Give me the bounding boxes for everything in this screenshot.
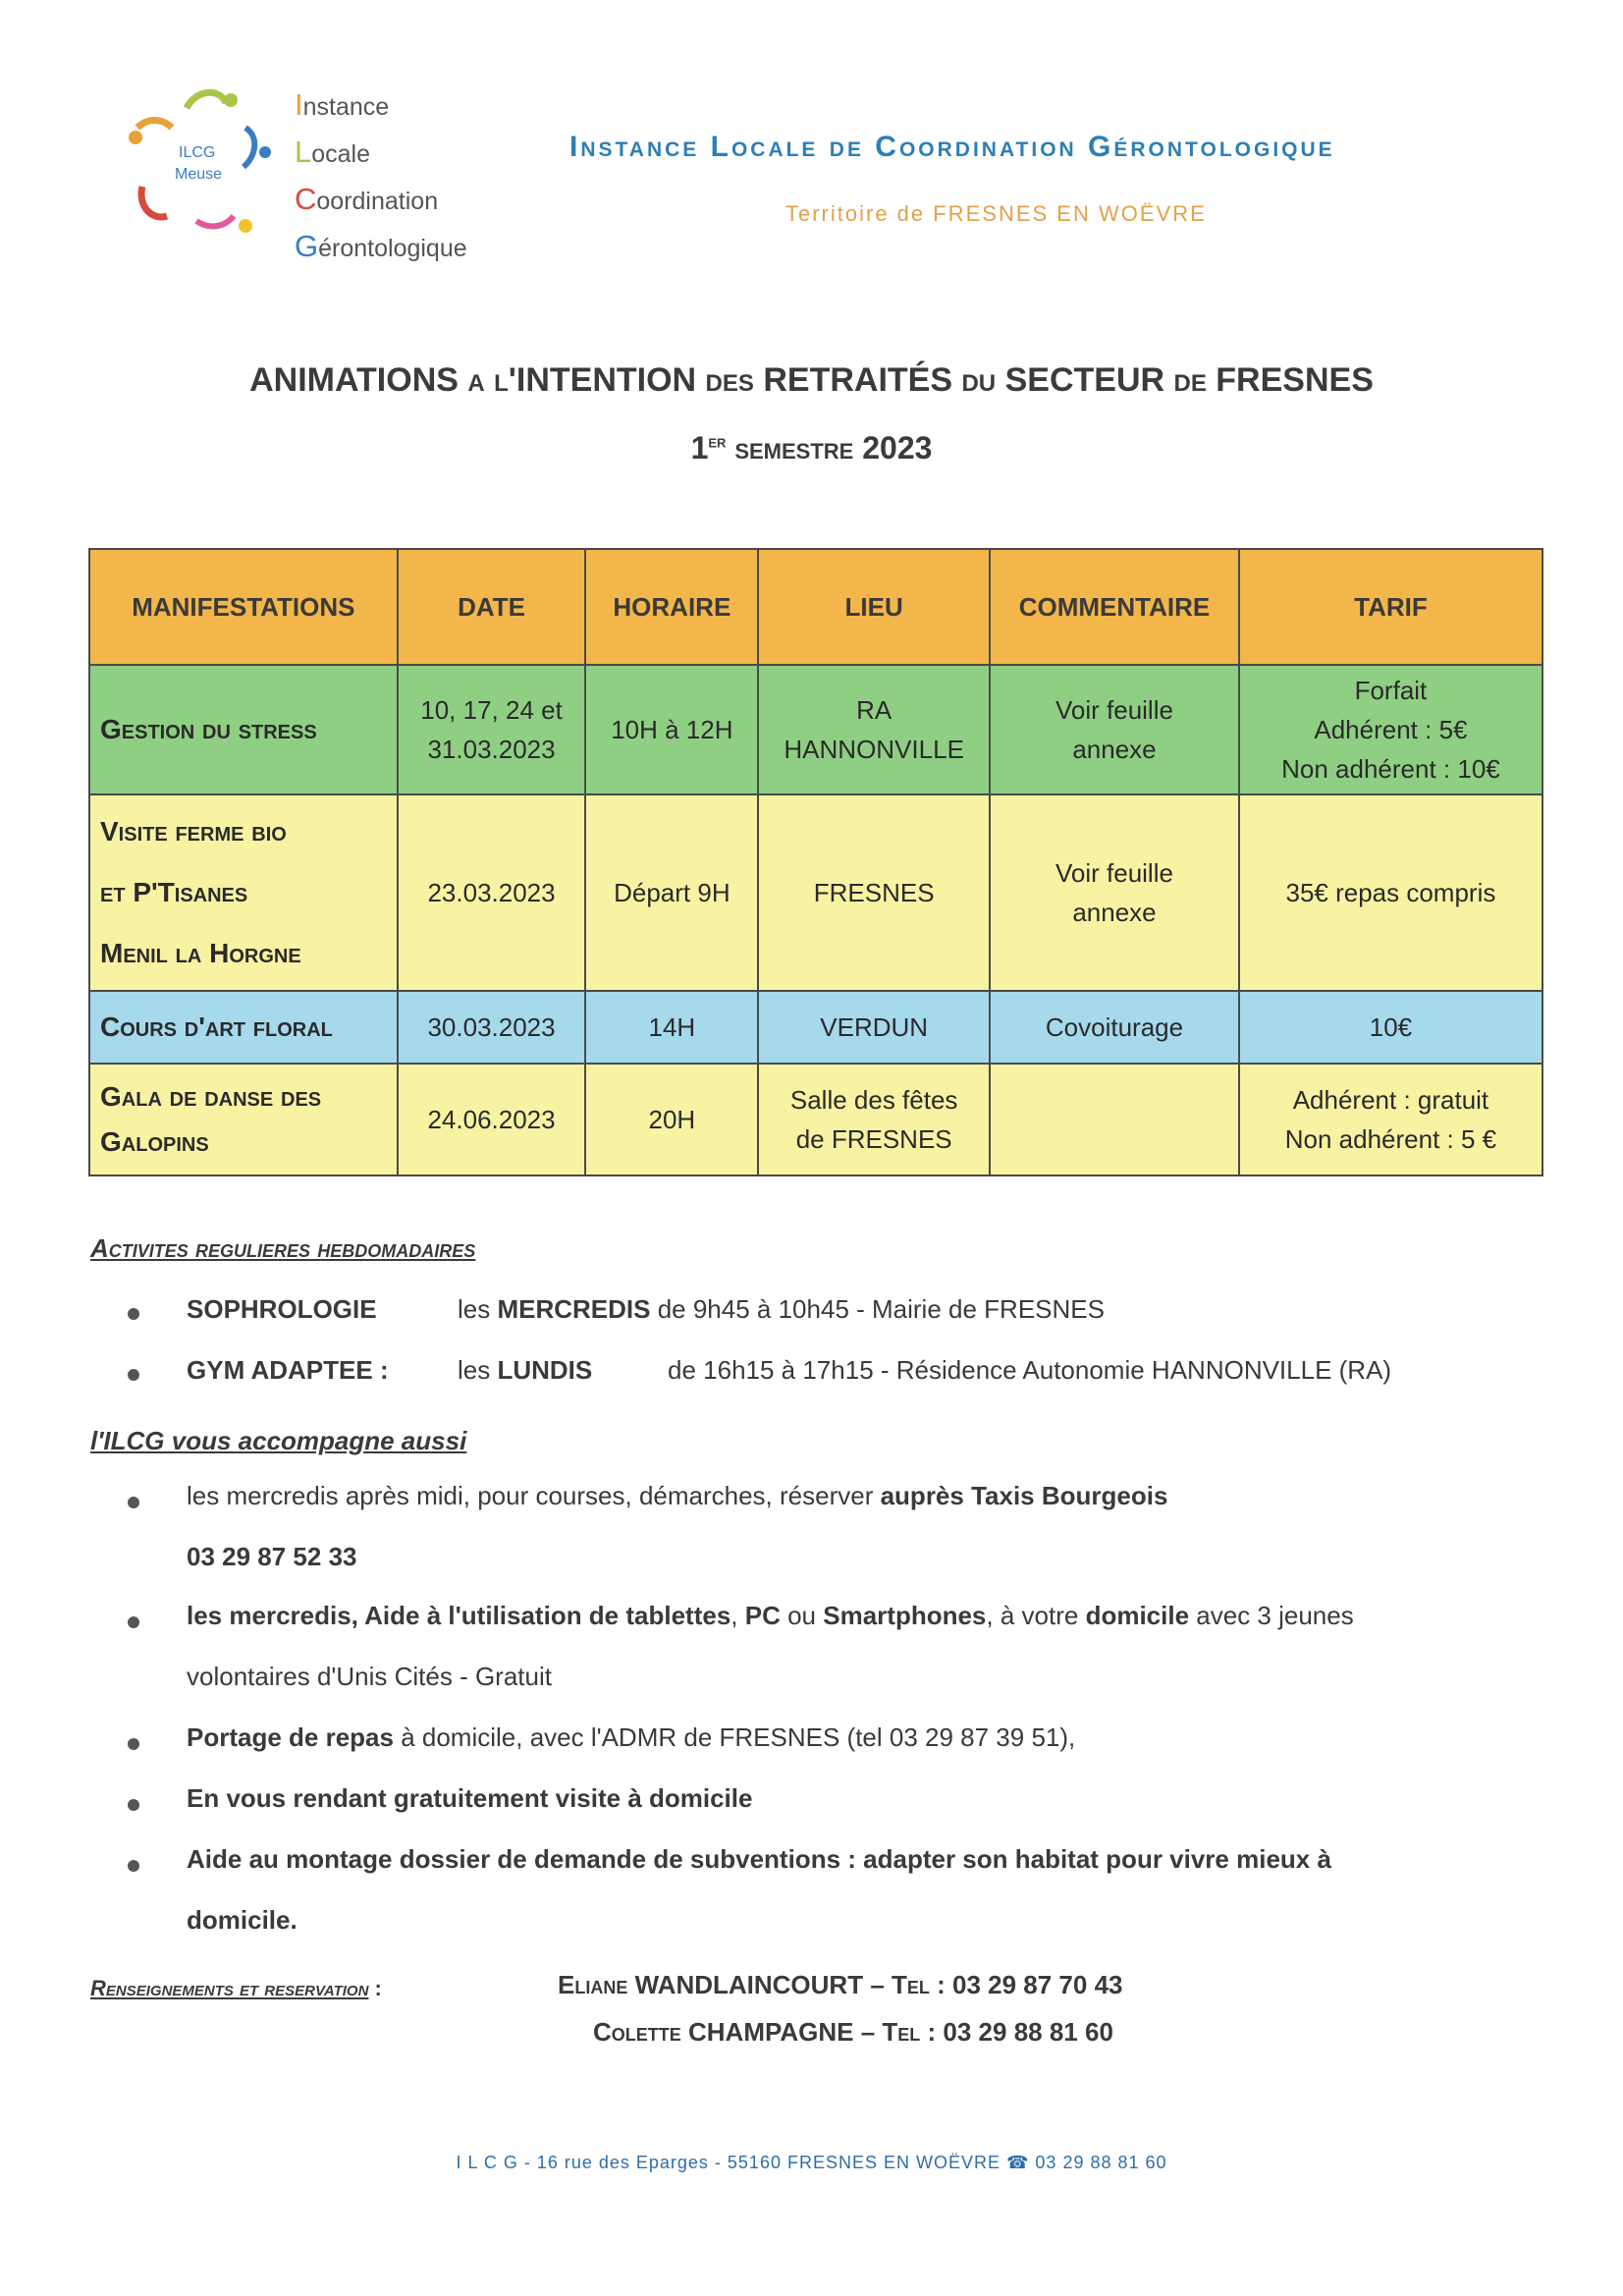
table-row — [89, 991, 1542, 1064]
weekly-heading: Activites regulieres hebdomadaires — [90, 1233, 476, 1263]
table-row — [89, 665, 1542, 794]
accompagne-item-2 — [187, 1601, 1354, 1631]
date-cell: 24.06.2023 — [398, 1064, 586, 1175]
logo-word-rest: ocale — [311, 140, 371, 168]
tarif-cell — [1239, 1064, 1542, 1175]
weekly-activity: SOPHROLOGIE — [187, 1294, 377, 1324]
column-header: HORAIRE — [585, 549, 758, 665]
column-header: LIEU — [758, 549, 990, 665]
item-text-bold: domicile — [1085, 1601, 1190, 1630]
logo-word-rest: érontologique — [318, 235, 467, 262]
org-title: Instance Locale de Coordination Gérontologique — [569, 131, 1335, 163]
weekly-activity: GYM ADAPTEE : — [187, 1355, 389, 1385]
weekly-schedule — [458, 1294, 1105, 1325]
item-text-bold: Smartphones — [823, 1601, 987, 1630]
event-name: Menil la Horgne — [100, 938, 301, 968]
logo-word-cap: G — [295, 229, 319, 263]
table-row — [89, 794, 1542, 991]
lieu-line: HANNONVILLE — [784, 735, 964, 764]
event-name: Cours d'art floral — [100, 1011, 333, 1042]
contact-line-2: Colette CHAMPAGNE – Tel : 03 29 88 81 60 — [593, 2017, 1113, 2047]
lieu-line: RA — [856, 695, 893, 725]
weekly-details: de 9h45 à 10h45 - Mairie de FRESNES — [650, 1294, 1105, 1324]
accompagne-item-1 — [187, 1481, 1167, 1511]
logo-word-rest: oordination — [316, 188, 439, 215]
tarif-cell: 10€ — [1239, 991, 1542, 1064]
logo-word-cap: I — [295, 87, 303, 122]
weekly-days-prefix: les — [458, 1355, 498, 1385]
item-text: , — [730, 1601, 745, 1630]
accompagne-item-4: En vous rendant gratuitement visite à domicile — [187, 1783, 753, 1813]
table-row — [89, 1064, 1542, 1175]
org-subtitle: Territoire de FRESNES EN WOËVRE — [785, 201, 1207, 226]
item-text: , à votre — [986, 1601, 1086, 1630]
accompagne-item-2-line2: volontaires d'Unis Cités - Gratuit — [187, 1662, 552, 1691]
page-subtitle — [0, 430, 1623, 466]
weekly-days-prefix: les — [458, 1294, 498, 1324]
accompagne-item-3 — [187, 1722, 1075, 1753]
commentaire-line: Voir feuille — [1055, 695, 1173, 725]
date-cell: 23.03.2023 — [398, 794, 586, 991]
contact-heading-wrap — [90, 1976, 382, 2001]
bullet-icon — [128, 1860, 139, 1872]
horaire-cell: Départ 9H — [585, 794, 758, 991]
commentaire-line: Voir feuille — [1055, 858, 1173, 888]
tarif-line: Adhérent : gratuit — [1292, 1085, 1489, 1115]
tarif-line: Non adhérent : 5 € — [1284, 1124, 1497, 1154]
item-text-bold: PC — [744, 1601, 781, 1630]
event-name-cell — [89, 1064, 398, 1175]
events-table — [88, 548, 1543, 1176]
weekly-schedule — [458, 1355, 592, 1386]
weekly-days: MERCREDIS — [497, 1294, 651, 1324]
accompagne-item-5: Aide au montage dossier de demande de subventions : adapter son habitat pour vivre mieux à — [187, 1844, 1331, 1874]
event-name-cell — [89, 665, 398, 794]
logo-word-rest: nstance — [302, 93, 390, 121]
item-text-bold: auprès Taxis Bourgeois — [880, 1481, 1168, 1510]
lieu-line: de FRESNES — [795, 1124, 952, 1154]
item-text: à domicile, avec l'ADMR de FRESNES (tel 03 29 87 39 51), — [393, 1722, 1076, 1752]
lieu-cell — [758, 1064, 990, 1175]
item-text: ou — [780, 1601, 824, 1630]
logo-word-cap: L — [295, 135, 312, 169]
date-cell — [398, 665, 586, 794]
horaire-cell: 14H — [585, 991, 758, 1064]
event-name: Gestion du stress — [100, 714, 317, 744]
tarif-line: Non adhérent : 10€ — [1281, 754, 1500, 784]
footer-address: I L C G - 16 rue des Eparges - 55160 FRESNES EN WOËVRE ☎ 03 29 88 81 60 — [456, 2153, 1167, 2172]
table-header-row — [89, 549, 1542, 665]
lieu-cell: VERDUN — [758, 991, 990, 1064]
bullet-icon — [128, 1799, 139, 1811]
logo-badge-line2: Meuse — [175, 166, 223, 183]
column-header: COMMENTAIRE — [990, 549, 1239, 665]
logo-word-cap: C — [295, 182, 317, 216]
bullet-icon — [128, 1308, 139, 1320]
ilcg-logo-mark — [118, 79, 285, 246]
weekly-details: de 16h15 à 17h15 - Résidence Autonomie HANNONVILLE (RA) — [668, 1355, 1392, 1385]
accompagne-item-5-line2: domicile. — [187, 1905, 298, 1935]
column-header: TARIF — [1239, 549, 1542, 665]
event-name: et P'Tisanes — [100, 877, 248, 907]
tarif-line: Forfait — [1354, 676, 1428, 705]
date-cell: 30.03.2023 — [398, 991, 586, 1064]
commentaire-cell — [990, 1064, 1239, 1175]
semester-superscript: er — [708, 431, 727, 452]
event-name-cell — [89, 794, 398, 991]
item-text: avec 3 jeunes — [1189, 1601, 1354, 1630]
bullet-icon — [128, 1497, 139, 1508]
commentaire-cell — [990, 794, 1239, 991]
tarif-cell: 35€ repas compris — [1239, 794, 1542, 991]
commentaire-cell — [990, 665, 1239, 794]
commentaire-line: annexe — [1072, 735, 1157, 764]
date-line: 10, 17, 24 et — [420, 695, 563, 725]
horaire-cell: 20H — [585, 1064, 758, 1175]
item-text: les mercredis après midi, pour courses, démarches, réserver — [187, 1481, 881, 1510]
weekly-days: LUNDIS — [497, 1355, 593, 1385]
contact-heading: Renseignements et reservation — [90, 1976, 369, 2000]
page-title: ANIMATIONS a l'INTENTION des RETRAITÉS du SECTEUR de FRESNES — [249, 361, 1374, 399]
item-text-bold: les mercredis, Aide à l'utilisation de tablettes — [187, 1601, 731, 1630]
semester-text: semestre 2023 — [726, 430, 933, 465]
event-name-cell — [89, 991, 398, 1064]
horaire-cell: 10H à 12H — [585, 665, 758, 794]
lieu-cell: FRESNES — [758, 794, 990, 991]
logo-words — [295, 82, 467, 271]
taxi-phone: 03 29 87 52 33 — [187, 1542, 357, 1571]
accompagne-heading: l'ILCG vous accompagne aussi — [90, 1426, 467, 1455]
item-text-bold: Portage de repas — [187, 1722, 394, 1752]
contact-line-1: Eliane WANDLAINCOURT – Tel : 03 29 87 70 43 — [558, 1970, 1123, 1999]
lieu-cell — [758, 665, 990, 794]
event-name: Visite ferme bio — [100, 816, 287, 847]
semester-number: 1 — [690, 430, 709, 465]
bullet-icon — [128, 1738, 139, 1750]
commentaire-cell: Covoiturage — [990, 991, 1239, 1064]
date-line: 31.03.2023 — [427, 735, 556, 764]
bullet-icon — [128, 1616, 139, 1628]
contact-heading-sep: : — [368, 1976, 382, 2000]
ilcg-logo — [118, 69, 511, 265]
lieu-line: Salle des fêtes — [789, 1085, 958, 1115]
logo-badge-line1: ILCG — [179, 144, 216, 161]
commentaire-line: annexe — [1072, 898, 1157, 927]
tarif-cell — [1239, 665, 1542, 794]
bullet-icon — [128, 1369, 139, 1381]
event-name: Gala de danse des — [100, 1081, 322, 1112]
event-name: Galopins — [100, 1126, 209, 1157]
column-header: DATE — [398, 549, 586, 665]
column-header: MANIFESTATIONS — [89, 549, 398, 665]
tarif-line: Adhérent : 5€ — [1314, 715, 1468, 744]
